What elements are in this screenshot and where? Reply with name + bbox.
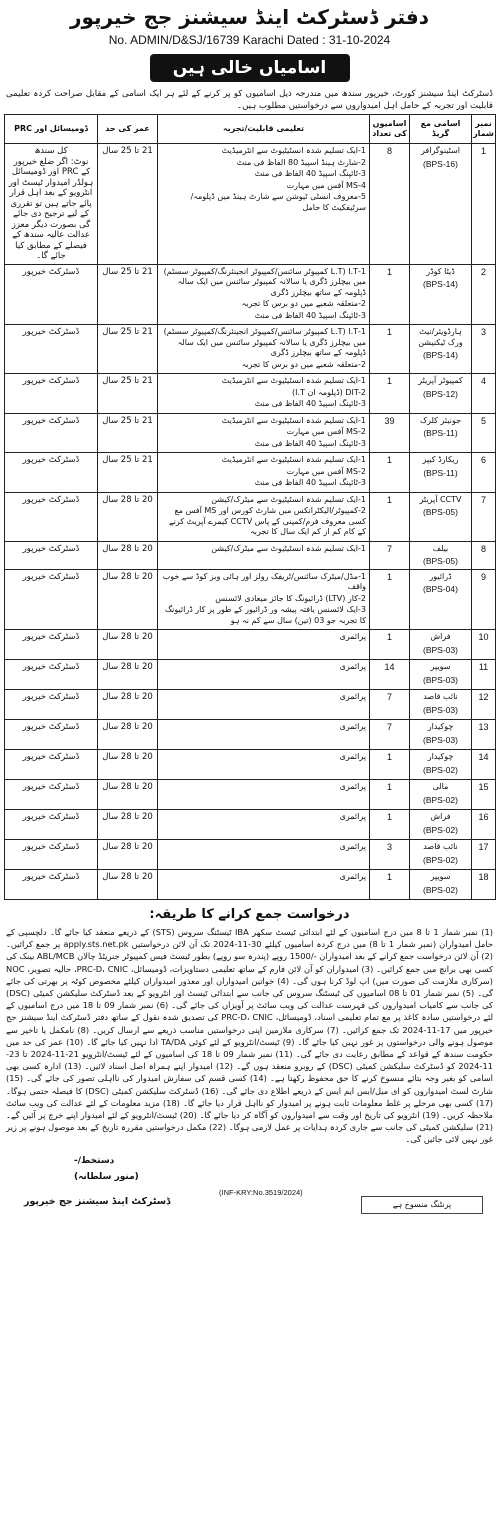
- table-row: [5, 541, 496, 569]
- qualification-item: 2-متعلقہ شعبے میں دو برس کا تجربہ: [241, 359, 366, 369]
- row-serial: 12: [472, 690, 496, 720]
- row-serial: 18: [472, 870, 496, 900]
- row-domicile: ڈسٹرکٹ خیرپور: [5, 264, 98, 325]
- qualification-item: 1-I.T (L.T کمپیوٹر سائنس/کمپیوٹر انجینئرنگ/کمپیوٹر سسٹم) میں بیچلرز ڈگری یا سالانہ کمپیوٹر سائنس میں ایک سالہ ڈپلومہ کے ساتھ بیچلرز ڈگری: [163, 266, 366, 297]
- row-count: 14: [370, 660, 410, 690]
- row-count: 1: [370, 492, 410, 541]
- row-age: 20 تا 28 سال: [98, 840, 158, 870]
- row-age: 20 تا 28 سال: [98, 492, 158, 541]
- post-grade: (BPS-02): [423, 764, 458, 775]
- post-name: کمپیوٹر آپریٹر: [418, 376, 463, 385]
- qualification-item: پرائمری: [339, 872, 366, 881]
- row-count: 1: [370, 780, 410, 810]
- post-grade: (BPS-02): [423, 884, 458, 895]
- header-post: اسامی مع گریڈ: [410, 115, 472, 144]
- qualification-item: 1-ایک تسلیم شدہ انسٹیٹیوٹ سے میٹرک/کیشن: [211, 494, 366, 504]
- row-post: [410, 453, 472, 493]
- row-post: [410, 780, 472, 810]
- row-post: [410, 144, 472, 265]
- qualification-item: MS-2 آفس میں مہارت: [286, 466, 366, 476]
- row-qualification: [158, 492, 370, 541]
- footer: [4, 1152, 495, 1222]
- row-serial: 5: [472, 413, 496, 453]
- row-domicile: ڈسٹرکٹ خیرپور: [5, 492, 98, 541]
- reference-line: No. ADMIN/D&SJ/16739 Karachi Dated : 31-10-2024: [108, 33, 391, 47]
- post-name: چوکیدار: [427, 752, 454, 761]
- qualification-item: 2-متعلقہ شعبے میں دو برس کا تجربہ: [241, 299, 366, 308]
- row-count: 1: [370, 569, 410, 630]
- row-domicile: ڈسٹرکٹ خیرپور: [5, 413, 98, 453]
- row-qualification: [158, 413, 370, 453]
- row-serial: 1: [472, 144, 496, 265]
- row-serial: 7: [472, 492, 496, 541]
- table-body: [5, 144, 496, 900]
- post-grade: (BPS-11): [423, 467, 458, 478]
- qualification-item: 2-کمپیوٹر/الیکٹرانکس میں شارٹ کورس اور MS آفس مع کسی معروف فرم/کمپنی کے پاس CCTV کیمرے آپریٹ کرنے کے کام کم از کم ایک سال کا تجربہ: [169, 506, 366, 536]
- qualification-item: 1-I.T (L.T کمپیوٹر سائنس/کمپیوٹر انجینئرنگ/کمپیوٹر سسٹم) میں بیچلرز ڈگری یا سالانہ کمپیوٹر سائنس میں ایک سالہ ڈپلومہ کے ساتھ بیچلرز ڈگری: [163, 327, 366, 357]
- table-row: [5, 144, 496, 265]
- row-serial: 14: [472, 750, 496, 780]
- qualification-item: پرائمری: [339, 692, 366, 701]
- qualification-item: 1-ایک تسلیم شدہ انسٹیٹیوٹ سے انٹرمیڈیٹ: [221, 415, 366, 425]
- post-grade: (BPS-03): [423, 704, 458, 715]
- table-row: [5, 453, 496, 493]
- row-domicile: ڈسٹرکٹ خیرپور: [5, 541, 98, 569]
- post-name: جونیئر کلرک: [419, 415, 462, 425]
- table-row: [5, 264, 496, 325]
- row-age: 20 تا 28 سال: [98, 810, 158, 840]
- qualification-item: پرائمری: [339, 722, 366, 731]
- signature-label: دستخط/-: [74, 1155, 115, 1166]
- row-post: [410, 810, 472, 840]
- vacancies-table: [4, 114, 496, 900]
- row-count: 1: [370, 630, 410, 660]
- qualification-item: 5-معروف انسٹی ٹیوشن سے شارٹ ہینڈ میں ڈپلومہ/سرٹیفکیٹ کا حامل: [190, 192, 366, 212]
- row-domicile: ڈسٹرکٹ خیرپور: [5, 630, 98, 660]
- signatory-office: ڈسٹرکٹ اینڈ سیشنز جج خیرپور: [24, 1195, 171, 1207]
- table-row: [5, 660, 496, 690]
- vacancies-banner: اسامیاں خالی ہیں: [150, 54, 350, 82]
- row-qualification: [158, 810, 370, 840]
- row-domicile: ڈسٹرکٹ خیرپور: [5, 750, 98, 780]
- qualification-item: پرائمری: [339, 752, 366, 761]
- post-grade: (BPS-12): [423, 388, 458, 399]
- row-post: [410, 413, 472, 453]
- post-grade: (BPS-16): [423, 158, 458, 169]
- post-name: فراش: [430, 632, 451, 641]
- row-domicile: کل سندھ نوٹ: اگر ضلع خیرپور کے PRC اور ڈومیسائل ہولڈر امیدوار ٹیسٹ اور انٹرویو کے بعد اہل قرار پائے جاتے ہیں تو تقرری کے لیے ترجیح دی جائے گی بصورت دیگر معزز عدالت عالیہ سندھ کے فیصلے کے مطابق کیا جائے گا۔: [5, 144, 98, 265]
- row-qualification: [158, 720, 370, 750]
- row-age: 21 تا 25 سال: [98, 374, 158, 414]
- row-count: 1: [370, 453, 410, 493]
- row-domicile: ڈسٹرکٹ خیرپور: [5, 374, 98, 414]
- post-grade: (BPS-03): [423, 644, 458, 655]
- row-age: 20 تا 28 سال: [98, 870, 158, 900]
- post-grade: (BPS-02): [423, 824, 458, 835]
- post-grade: (BPS-03): [423, 674, 458, 685]
- row-serial: 13: [472, 720, 496, 750]
- post-grade: (BPS-04): [423, 584, 458, 594]
- advertisement: [4, 4, 495, 1222]
- table-header-row: [5, 115, 496, 144]
- header-qualification: تعلیمی قابلیت/تجربہ: [158, 115, 370, 144]
- post-grade: (BPS-05): [423, 507, 458, 517]
- row-serial: 6: [472, 453, 496, 493]
- post-name: بیلف: [432, 543, 449, 553]
- row-post: [410, 569, 472, 630]
- row-serial: 8: [472, 541, 496, 569]
- qualification-item: DIT-2 (ڈپلومہ ان I.T): [292, 387, 366, 397]
- qualification-item: پرائمری: [339, 812, 366, 821]
- table-row: [5, 720, 496, 750]
- table-row: [5, 374, 496, 414]
- table-row: [5, 750, 496, 780]
- post-name: فراش: [430, 812, 451, 821]
- row-serial: 3: [472, 325, 496, 374]
- row-post: [410, 870, 472, 900]
- row-qualification: [158, 870, 370, 900]
- row-age: 20 تا 28 سال: [98, 630, 158, 660]
- row-post: [410, 264, 472, 325]
- row-domicile: ڈسٹرکٹ خیرپور: [5, 660, 98, 690]
- post-grade: (BPS-03): [423, 734, 458, 745]
- stamp: پرنٹنگ منسوخ ہے: [361, 1196, 483, 1214]
- qualification-item: پرائمری: [339, 632, 366, 641]
- row-age: 21 تا 25 سال: [98, 144, 158, 265]
- table-row: [5, 413, 496, 453]
- header-domicile: ڈومیسائل اور PRC: [5, 115, 98, 144]
- row-post: [410, 630, 472, 660]
- row-count: 1: [370, 374, 410, 414]
- qualification-item: 3-ٹائپنگ اسپیڈ 40 الفاظ فی منٹ: [254, 399, 366, 408]
- row-age: 20 تا 28 سال: [98, 720, 158, 750]
- row-count: 8: [370, 144, 410, 265]
- signatory-name: (منور سلطانہ): [74, 1171, 139, 1182]
- qualification-item: 1-ایک تسلیم شدہ انسٹیٹیوٹ سے میٹرک/کیشن: [211, 543, 366, 553]
- row-count: 39: [370, 413, 410, 453]
- table-row: [5, 780, 496, 810]
- row-qualification: [158, 325, 370, 374]
- inf-number: (INF-KRY:No.3519/2024): [219, 1187, 303, 1197]
- header-count: اسامیوں کی تعداد: [370, 115, 410, 144]
- qualification-item: پرائمری: [339, 662, 366, 671]
- row-serial: 10: [472, 630, 496, 660]
- row-age: 20 تا 28 سال: [98, 569, 158, 630]
- post-name: ہارڈویئر/نیٹ ورک ٹیکنیشن: [418, 327, 463, 347]
- row-serial: 15: [472, 780, 496, 810]
- row-serial: 11: [472, 660, 496, 690]
- row-qualification: [158, 630, 370, 660]
- row-age: 21 تا 25 سال: [98, 413, 158, 453]
- qualification-item: 1-ایک تسلیم شدہ انسٹیٹیوٹ سے انٹرمیڈیٹ: [221, 376, 366, 385]
- qualification-item: 3-ایک لائسنس یافتہ پیشہ ور ڈرائیور کے طور پر کار ڈرائیونگ کا تجربہ جو 03 (تین) سال سے کم نہ ہو: [164, 605, 366, 625]
- row-post: [410, 840, 472, 870]
- row-age: 20 تا 28 سال: [98, 660, 158, 690]
- post-name: نائب قاصد: [423, 842, 458, 851]
- table-row: [5, 810, 496, 840]
- row-age: 21 تا 25 سال: [98, 453, 158, 493]
- table-row: [5, 630, 496, 660]
- row-domicile: ڈسٹرکٹ خیرپور: [5, 840, 98, 870]
- table-row: [5, 325, 496, 374]
- post-grade: (BPS-14): [423, 279, 458, 289]
- post-grade: (BPS-02): [423, 794, 458, 805]
- row-post: [410, 690, 472, 720]
- post-name: اسٹینوگرافر: [421, 146, 460, 155]
- row-qualification: [158, 690, 370, 720]
- row-age: 21 تا 25 سال: [98, 325, 158, 374]
- row-qualification: [158, 453, 370, 493]
- row-count: 1: [370, 870, 410, 900]
- row-serial: 16: [472, 810, 496, 840]
- table-row: [5, 690, 496, 720]
- row-qualification: [158, 780, 370, 810]
- row-post: [410, 660, 472, 690]
- procedure-heading: درخواست جمع کرانے کا طریقہ:: [149, 907, 350, 922]
- post-name: CCTV آپریٹر: [419, 494, 462, 504]
- row-count: 1: [370, 264, 410, 325]
- row-post: [410, 541, 472, 569]
- row-domicile: ڈسٹرکٹ خیرپور: [5, 720, 98, 750]
- qualification-item: 1-مڈل/میٹرک سائنس/ٹریفک رولز اور ہائی ویز کوڈ سے خوب واقف: [162, 571, 366, 591]
- row-domicile: ڈسٹرکٹ خیرپور: [5, 453, 98, 493]
- row-post: [410, 750, 472, 780]
- row-post: [410, 374, 472, 414]
- row-domicile: ڈسٹرکٹ خیرپور: [5, 810, 98, 840]
- qualification-item: MS-4 آفس میں مہارت: [286, 180, 366, 190]
- qualification-item: 3-ٹائپنگ اسپیڈ 40 الفاظ فی منٹ: [254, 478, 366, 487]
- qualification-item: 2-کار (LTV) ڈرائیونگ کا جائز میعادی لائسنس: [215, 593, 366, 603]
- post-name: ڈیٹا کوڈر: [426, 266, 455, 276]
- row-age: 20 تا 28 سال: [98, 690, 158, 720]
- post-name: نائب قاصد: [423, 692, 458, 701]
- row-count: 1: [370, 750, 410, 780]
- post-name: ڈرائیور: [429, 571, 452, 581]
- row-qualification: [158, 264, 370, 325]
- qualification-item: 2-شارٹ ہینڈ اسپیڈ 80 الفاظ فی منٹ: [236, 157, 366, 167]
- qualification-item: MS-2 آفس میں مہارت: [286, 427, 366, 436]
- post-name: چوکیدار: [427, 722, 454, 731]
- row-qualification: [158, 660, 370, 690]
- intro-paragraph: ڈسٹرکٹ اینڈ سیشنز کورٹ، خیرپور سندھ میں مندرجہ ذیل اسامیوں کو پر کرنے کے لئے ہر ایک اسامی کے مقابل صراحت کردہ تعلیمی قابلیت اور تجربہ کے حامل اہل امیدواروں سے درخواستیں مطلوب ہیں۔: [6, 89, 493, 111]
- post-grade: (BPS-11): [423, 428, 458, 438]
- row-age: 20 تا 28 سال: [98, 780, 158, 810]
- row-domicile: ڈسٹرکٹ خیرپور: [5, 690, 98, 720]
- row-qualification: [158, 750, 370, 780]
- row-domicile: ڈسٹرکٹ خیرپور: [5, 780, 98, 810]
- post-grade: (BPS-02): [423, 854, 458, 865]
- post-name: مالی: [432, 782, 449, 791]
- header-sn: نمبر شمار: [472, 115, 496, 144]
- row-serial: 9: [472, 569, 496, 630]
- row-count: 1: [370, 325, 410, 374]
- qualification-item: 1-ایک تسلیم شدہ انسٹیٹیوٹ سے انٹرمیڈیٹ: [221, 455, 366, 464]
- header-age: عمر کی حد: [98, 115, 158, 144]
- row-serial: 4: [472, 374, 496, 414]
- office-title: دفتر ڈسٹرکٹ اینڈ سیشنز جج خیرپور: [69, 5, 430, 29]
- row-qualification: [158, 374, 370, 414]
- qualification-item: 3-ٹائپنگ اسپیڈ 40 الفاظ فی منٹ: [254, 310, 366, 320]
- row-count: 3: [370, 840, 410, 870]
- row-serial: 17: [472, 840, 496, 870]
- qualification-item: 3-ٹائپنگ اسپیڈ 40 الفاظ فی منٹ: [254, 169, 366, 178]
- qualification-item: پرائمری: [339, 782, 366, 791]
- row-post: [410, 325, 472, 374]
- row-qualification: [158, 569, 370, 630]
- row-count: 7: [370, 541, 410, 569]
- row-count: 7: [370, 690, 410, 720]
- post-grade: (BPS-14): [423, 350, 458, 360]
- row-age: 20 تا 28 سال: [98, 541, 158, 569]
- qualification-item: 1-ایک تسلیم شدہ انسٹیٹیوٹ سے انٹرمیڈیٹ: [221, 146, 366, 155]
- row-serial: 2: [472, 264, 496, 325]
- row-count: 1: [370, 810, 410, 840]
- row-domicile: ڈسٹرکٹ خیرپور: [5, 870, 98, 900]
- row-qualification: [158, 840, 370, 870]
- row-age: 21 تا 25 سال: [98, 264, 158, 325]
- qualification-item: 3-ٹائپنگ اسپیڈ 40 الفاظ فی منٹ: [254, 438, 366, 448]
- post-name: سویپر: [430, 662, 451, 671]
- row-count: 7: [370, 720, 410, 750]
- post-grade: (BPS-05): [423, 556, 458, 566]
- table-row: [5, 840, 496, 870]
- procedure-text: (1) نمبر شمار 1 تا 8 میں درج اسامیوں کے لئے ابتدائی ٹیسٹ سکھر IBA ٹیسٹنگ سروس (STS) کے ذریعے منعقد کیا جائے گا۔ دلچسپی کے حامل امیدواران (نمبر شمار 1 تا 8) میں درج کردہ اسامیوں کیلئے 30-11-2024 تک آن لائن درخواستیں apply.sts.net.pk پر جمع کرائیں۔ (2) آن لائن درخواست جمع کرانے کے بعد امیدواران -/1500 روپے (پندرہ سو روپے) بطور ٹیسٹ فیس کمپیوٹر جنریٹڈ چالان ABL/MCB بینک کی کسی بھی برانچ میں جمع کرائیں۔ (3) امیدواران کو آن لائن فارم کے ساتھ تعلیمی دستاویزات، ڈومیسائل، PRC-D، CNIC، حالیہ تصویر، NOC (سرکاری ملازمت کی صورت میں) اپ لوڈ کرنا ہوں گی۔ (4) خواتین امیدواران اور معذور امیدواران کیلئے مخصوص کوٹہ پر بھرتی کی جائے گی۔ (5) نمبر شمار 01 تا 08 اسامیوں کی ٹیسٹنگ سروس کی جانب سے ابتدائی ٹیسٹ اور انٹرویو کے بعد ڈسٹرکٹ سلیکشن کمیٹی (DSC) کی جانب سے کامیاب امیدواروں کی فہرست عدالت کی ویب سائٹ پر آویزاں کی جائے گی۔ (6) نمبر شمار 09 تا 18 میں درج اسامیوں کے لئے درخواستیں سادہ کاغذ پر مع تمام تعلیمی اسناد، ڈومیسائل، PRC-D، CNIC کی تصدیق شدہ نقول کے ساتھ دفتر ڈسٹرکٹ اینڈ سیشنز جج خیرپور میں 17-11-2024 تک جمع کرائیں۔ (7) سرکاری ملازمین اپنی درخواستیں مناسب ذریعے سے ارسال کریں۔ (8) نامکمل یا تاخیر سے موصول ہونے والی درخواستوں پر غور نہیں کیا جائے گا۔ (9) ٹیسٹ/انٹرویو کے لئے کوئی TA/DA ادا نہیں کیا جائے گا۔ (10) عمر کی حد میں حکومت سندھ کے قواعد کے مطابق رعایت دی جائے گی۔ (11) نمبر شمار 09 تا 18 کی اسامیوں کے لئے ٹیسٹ/انٹرویو 21-11-2024 تا 23-11-2024 کو ڈسٹرکٹ سلیکشن کمیٹی (DSC) کے روبرو منعقد ہوں گے۔ (12) امیدوار اپنے ہمراہ اصل اسناد لائیں۔ (13) ادارہ کسی بھی اسامی کو بغیر وجہ بتائے منسوخ کرنے کا حق محفوظ رکھتا ہے۔ (14) کسی قسم کی سفارش امیدوار کی نااہلی تصور کی جائے گی۔ (15) شارٹ لسٹ امیدواروں کو ای میل/ایس ایم ایس کے ذریعے اطلاع دی جائے گی۔ (16) ڈسٹرکٹ سلیکشن کمیٹی (DSC) کا فیصلہ حتمی ہوگا۔ (17) کسی بھی مرحلے پر غلط معلومات ثابت ہونے پر امیدوار کو نااہل قرار دیا جائے گا۔ (18) مزید معلومات کے لئے عدالت کی ویب سائٹ ملاحظہ کریں۔ (19) انٹرویو کی تاریخ اور وقت سے امیدواروں کو آگاہ کر دیا جائے گا۔ (20) ٹیسٹ/انٹرویو کے لئے امیدوار اپنے خرچ پر آئیں گے۔ (21) سلیکشن کمیٹی کی جانب سے جاری کردہ ہدایات پر عمل لازمی ہوگا۔ (22) مکمل درخواستیں مقررہ تاریخ کے بعد موصول ہونے پر زیر غور نہیں لائی جائیں گی۔: [6, 927, 494, 1145]
- row-qualification: [158, 144, 370, 265]
- row-post: [410, 492, 472, 541]
- qualification-item: پرائمری: [339, 842, 366, 851]
- post-name: ریکارڈ کیپر: [422, 455, 459, 464]
- row-post: [410, 720, 472, 750]
- row-domicile: ڈسٹرکٹ خیرپور: [5, 325, 98, 374]
- table-row: [5, 569, 496, 630]
- table-row: [5, 870, 496, 900]
- row-qualification: [158, 541, 370, 569]
- post-name: سویپر: [430, 872, 451, 881]
- table-row: [5, 492, 496, 541]
- row-domicile: ڈسٹرکٹ خیرپور: [5, 569, 98, 630]
- row-age: 20 تا 28 سال: [98, 750, 158, 780]
